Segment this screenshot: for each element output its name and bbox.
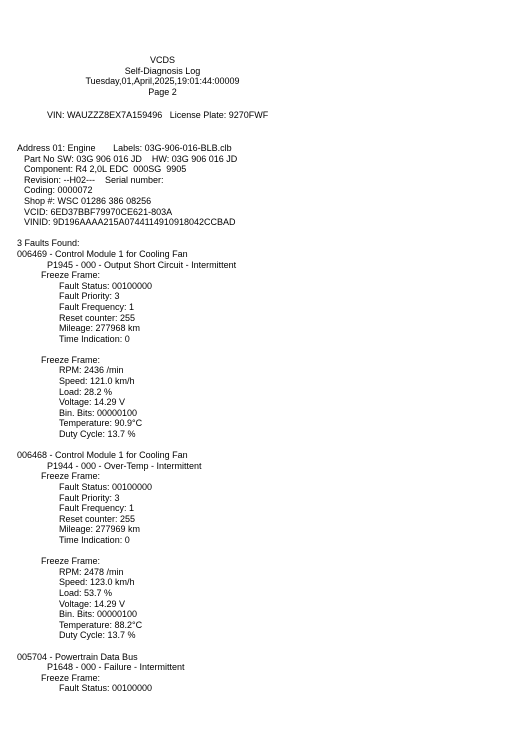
vcid: VCID: 6ED37BBF79970CE621-803A [24, 206, 173, 217]
freeze-frame-item: Reset counter: 255 [59, 312, 136, 323]
module-address: Address 01: Engine [17, 143, 96, 153]
freeze-frame-label: Freeze Frame: [41, 672, 101, 683]
freeze-frame-label: Freeze Frame: [41, 556, 101, 567]
freeze-frame-item: Voltage: 14.29 V [59, 598, 126, 609]
module-address-line [17, 143, 517, 154]
log-datetime: Tuesday,01,April,2025,19:01:44:00009 [85, 76, 240, 87]
freeze-frame-item: Load: 53.7 % [59, 587, 113, 598]
faults-found: 3 Faults Found: [17, 238, 80, 249]
freeze-frame-label: Freeze Frame: [41, 471, 101, 482]
serial-number: Serial number: [105, 174, 164, 185]
revision-line [17, 175, 517, 186]
license-plate: License Plate: 9270FWF [169, 110, 269, 120]
freeze-frame-item: Fault Status: 00100000 [59, 482, 153, 492]
freeze-frame-item: Bin. Bits: 00000100 [59, 407, 138, 418]
fault-code: 006468 - Control Module 1 for Cooling Fan [17, 450, 188, 461]
fault-code: 005704 - Powertrain Data Bus [17, 651, 138, 662]
freeze-frame-label: Freeze Frame: [41, 354, 101, 365]
part-number-sw: Part No SW: 03G 906 016 JD [24, 153, 142, 164]
vin: VIN: WAUZZZ8EX7A159496 [47, 110, 163, 120]
freeze-frame-item: Mileage: 277969 km [59, 524, 141, 535]
freeze-frame-item: Load: 28.2 % [59, 386, 113, 397]
fault-detail: P1944 - 000 - Over-Temp - Intermittent [47, 460, 202, 471]
log-body [17, 143, 517, 694]
component: Component: R4 2,0L EDC 000SG 9905 [24, 164, 187, 175]
freeze-frame-item: Voltage: 14.29 V [59, 397, 126, 408]
freeze-frame-item: Temperature: 90.9°C [59, 418, 143, 429]
freeze-frame-item: Speed: 121.0 km/h [59, 376, 135, 387]
freeze-frame-item: Reset counter: 255 [59, 513, 136, 524]
log-title: Self-Diagnosis Log [124, 65, 201, 76]
freeze-frame-item: Duty Cycle: 13.7 % [59, 630, 136, 641]
fault-code: 006469 - Control Module 1 for Cooling Fan [17, 248, 188, 259]
vinid: VINID: 9D196AAAA215A0744114910918042CCBAD [24, 217, 236, 228]
freeze-frame-item: Fault Status: 00100000 [59, 280, 153, 291]
module-labels: Labels: 03G-906-016-BLB.clb [113, 143, 232, 153]
part-number-line [17, 154, 517, 165]
freeze-frame-item: Temperature: 88.2°C [59, 619, 143, 630]
freeze-frame-item: Time Indication: 0 [59, 534, 130, 545]
freeze-frame-item: Duty Cycle: 13.7 % [59, 429, 136, 440]
freeze-frame-item: Fault Frequency: 1 [59, 301, 135, 312]
fault-detail: P1945 - 000 - Output Short Circuit - Intermittent [47, 259, 237, 270]
app-name: VCDS [149, 55, 175, 65]
freeze-frame-item: RPM: 2436 /min [59, 365, 124, 376]
revision: Revision: --H02--- [24, 174, 96, 185]
vehicle-info [47, 110, 268, 121]
freeze-frame-item: Fault Priority: 3 [59, 291, 120, 302]
freeze-frame-item: Fault Frequency: 1 [59, 503, 135, 514]
freeze-frame-item: RPM: 2478 /min [59, 566, 124, 577]
freeze-frame-label: Freeze Frame: [41, 270, 101, 281]
freeze-frame-item: Mileage: 277968 km [59, 323, 141, 334]
freeze-frame-item: Bin. Bits: 00000100 [59, 609, 138, 620]
shop-number: Shop #: WSC 01286 386 08256 [24, 195, 152, 206]
part-number-hw: HW: 03G 906 016 JD [151, 153, 238, 164]
freeze-frame-item: Fault Priority: 3 [59, 492, 120, 503]
fault-detail: P1648 - 000 - Failure - Intermittent [47, 662, 185, 673]
page-number: Page 2 [148, 86, 177, 97]
coding: Coding: 0000072 [24, 185, 93, 196]
freeze-frame-item: Fault Status: 00100000 [59, 683, 153, 694]
freeze-frame-item: Time Indication: 0 [59, 333, 130, 344]
log-header [0, 55, 325, 97]
freeze-frame-item: Speed: 123.0 km/h [59, 577, 135, 588]
